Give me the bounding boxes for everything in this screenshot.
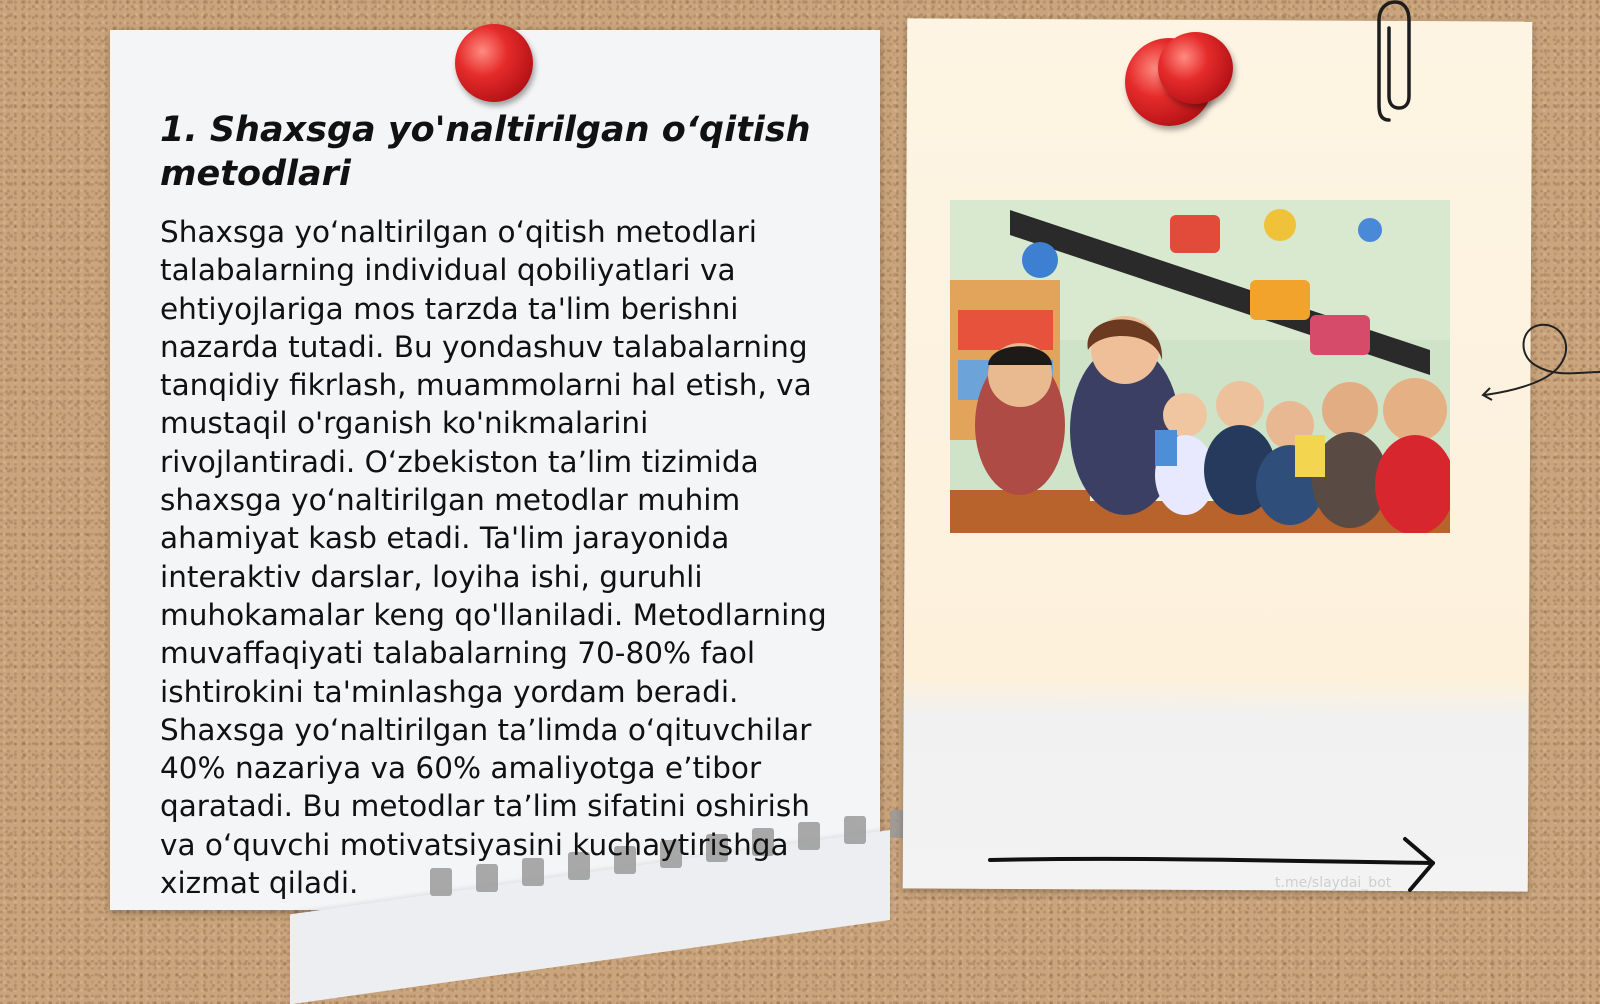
- text-note-paper: [110, 30, 880, 910]
- paperclip-icon: [1375, 0, 1415, 125]
- loop-arrow-doodle: [1480, 310, 1600, 410]
- red-pushpin-left: [455, 24, 533, 102]
- slide-title: 1. Shaxsga yo'naltirilgan o‘qitish metodlari: [160, 110, 811, 194]
- slide-body-text: Shaxsga yo‘naltirilgan o‘qitish metodlari talabalarning individual qobiliyatlari va ehtiyojlariga mos tarzda ta'lim berishni nazarda tutadi. Bu yondashuv talabalarning tanqidiy fikrlash, muammolarni hal etish, va mustaqil o'rganish ko'nikmalarini rivojlantiradi. O‘zbekiston ta’lim tizimida shaxsga yo‘naltirilgan metodlar muhim ahamiyat kasb etadi. Ta'lim jarayonida interaktiv darslar, loyiha ishi, guruhli muhokamalar keng qo'llaniladi. Metodlarning muvaffaqiyati talabalarning 70-80% faol ishtirokini ta'minlashga yordam beradi. Shaxsga yo‘naltirilgan ta’limda o‘qituvchilar 40% nazariya va 60% amaliyotga e’tibor qaratadi. Bu metodlar ta’lim sifatini oshirish va o‘quvchi motivatsiyasini kuchaytirishga xizmat qiladi.: [160, 215, 827, 901]
- red-pushpin-right-front: [1158, 32, 1233, 104]
- classroom-photo: [950, 200, 1450, 533]
- watermark-text: t.me/slaydai_bot: [1275, 875, 1392, 891]
